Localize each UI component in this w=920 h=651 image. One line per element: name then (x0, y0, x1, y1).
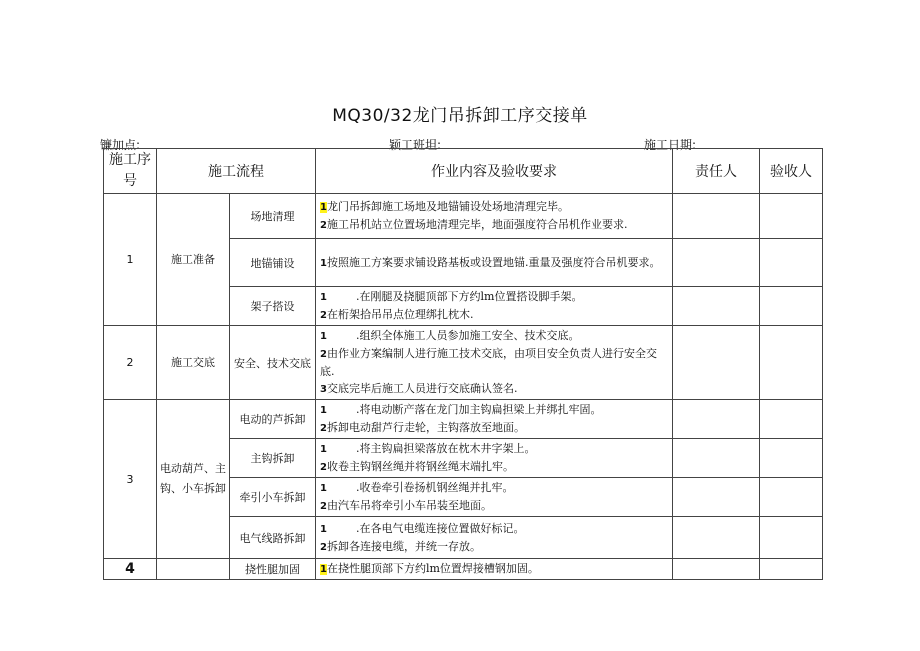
acceptor-cell (760, 400, 823, 439)
section-number: 1 (104, 194, 157, 326)
content-line (320, 419, 668, 437)
responsible-cell (673, 194, 760, 239)
line-number: 1 (320, 564, 327, 575)
table-row (104, 326, 823, 400)
section-number: 4 (104, 559, 157, 580)
content-line (320, 327, 668, 345)
line-number: 3 (320, 384, 327, 395)
item-content (316, 194, 673, 239)
line-number: 2 (320, 501, 327, 512)
line-text: 在桁架拾吊吊点位理绑扎枕木. (326, 308, 474, 321)
item-content (316, 287, 673, 326)
line-text: .在各电气电缆连接位置做好标记。 (356, 521, 525, 535)
line-text: 由作业方案编制人进行施工技术交底，由项目安全负责人进行安全交底. (320, 347, 657, 378)
line-number: 1 (320, 331, 327, 342)
line-number: 1 (320, 292, 327, 303)
responsible-cell (673, 478, 760, 517)
table-header-row (104, 149, 823, 194)
line-number: 1 (320, 444, 327, 455)
line-text: .将电动断产落在龙门加主钩扁担梁上并绑扎牢固。 (356, 403, 602, 416)
item-name: 电动的芦拆卸 (230, 400, 316, 439)
line-number: 1 (320, 523, 327, 535)
section-number: 2 (104, 326, 157, 400)
content-line (320, 560, 668, 578)
section-phase: 施工交底 (157, 326, 230, 400)
team-label: 颖工班坦: (389, 138, 442, 152)
acceptor-cell (760, 439, 823, 478)
item-content (316, 559, 673, 580)
line-number: 2 (320, 220, 327, 231)
item-content (316, 478, 673, 517)
header-flow: 施工流程 (157, 149, 316, 194)
responsible-cell (673, 326, 760, 400)
item-content (316, 439, 673, 478)
item-name: 架子搭设 (230, 287, 316, 326)
acceptor-cell (760, 517, 823, 559)
line-number: 2 (320, 349, 327, 360)
line-text: .收卷牵引卷扬机钢丝绳并扎牢。 (356, 481, 514, 494)
location-label: 镰加点: (100, 138, 141, 152)
item-name: 挠性腿加固 (230, 559, 316, 580)
item-name: 电气线路拆卸 (230, 517, 316, 559)
line-text: 交底完毕后施工人员进行交底确认签名. (326, 382, 518, 395)
line-text: 拆卸各连接电缆，并统一存放。 (326, 539, 481, 553)
line-text: 收卷主钩钢丝绳并将钢丝绳末端扎牢。 (326, 460, 514, 473)
table-row (104, 559, 823, 580)
section-number: 3 (104, 400, 157, 559)
line-text: 在挠性腿顶部下方约lm位置焊接槽钢加固。 (326, 562, 539, 575)
content-line (320, 288, 668, 306)
line-text: 按照施工方案要求铺设路基板或设置地锚.重量及强度符合吊机要求。 (326, 255, 661, 269)
line-text: 拆卸电动甜芦行走轮，主钩落放至地面。 (326, 421, 525, 434)
line-number: 1 (320, 202, 327, 213)
line-text: 龙门吊拆卸施工场地及地锚铺设处场地清理完毕。 (326, 200, 569, 213)
item-content (316, 517, 673, 559)
line-number: 2 (320, 462, 327, 473)
header-content: 作业内容及验收要求 (316, 149, 673, 194)
table-row (104, 194, 823, 239)
content-line (320, 254, 668, 272)
acceptor-cell (760, 478, 823, 517)
content-line (320, 440, 668, 458)
content-line (320, 479, 668, 497)
line-number: 2 (320, 423, 327, 434)
content-line (320, 520, 668, 538)
item-content (316, 239, 673, 287)
responsible-cell (673, 517, 760, 559)
line-number: 1 (320, 257, 327, 269)
item-name: 场地清理 (230, 194, 316, 239)
line-number: 2 (320, 541, 327, 553)
line-text: .将主钩扁担梁落放在枕木井字架上。 (356, 442, 536, 455)
content-line (320, 380, 668, 398)
acceptor-cell (760, 559, 823, 580)
acceptor-cell (760, 326, 823, 400)
table-row (104, 400, 823, 439)
header-acceptor: 验收人 (760, 149, 823, 194)
acceptor-cell (760, 287, 823, 326)
line-text: .组织全体施工人员参加施工安全、技术交底。 (356, 329, 580, 342)
line-number: 1 (320, 483, 327, 494)
responsible-cell (673, 559, 760, 580)
item-name: 地锚铺设 (230, 239, 316, 287)
item-name: 主钩拆卸 (230, 439, 316, 478)
header-seq: 施工序号 (104, 149, 157, 194)
content-line (320, 497, 668, 515)
acceptor-cell (760, 194, 823, 239)
content-line (320, 538, 668, 556)
date-label: 施工日期: (644, 138, 697, 152)
responsible-cell (673, 239, 760, 287)
item-content (316, 400, 673, 439)
line-text: 由汽车吊将牵引小车吊装至地面。 (326, 499, 492, 512)
content-line (320, 401, 668, 419)
item-content (316, 326, 673, 400)
line-text: .在刚腿及挠腿顶部下方约lm位置搭设脚手架。 (356, 290, 583, 303)
line-number: 1 (320, 405, 327, 416)
section-phase (157, 559, 230, 580)
line-number: 2 (320, 310, 327, 321)
item-name: 牵引小车拆卸 (230, 478, 316, 517)
content-line (320, 345, 668, 380)
acceptor-cell (760, 239, 823, 287)
responsible-cell (673, 439, 760, 478)
responsible-cell (673, 287, 760, 326)
content-line (320, 458, 668, 476)
content-line (320, 216, 668, 234)
line-text: 施工吊机站立位置场地清理完毕，地面强度符合吊机作业要求. (326, 218, 628, 231)
page-title: MQ30/32龙门吊拆卸工序交接单 (332, 106, 588, 126)
content-line (320, 198, 668, 216)
handover-table (103, 148, 823, 580)
section-phase: 施工准备 (157, 194, 230, 326)
item-name: 安全、技术交底 (230, 326, 316, 400)
responsible-cell (673, 400, 760, 439)
content-line (320, 306, 668, 324)
header-responsible: 责任人 (673, 149, 760, 194)
section-phase: 电动葫芦、主钩、小车拆卸 (157, 400, 230, 559)
